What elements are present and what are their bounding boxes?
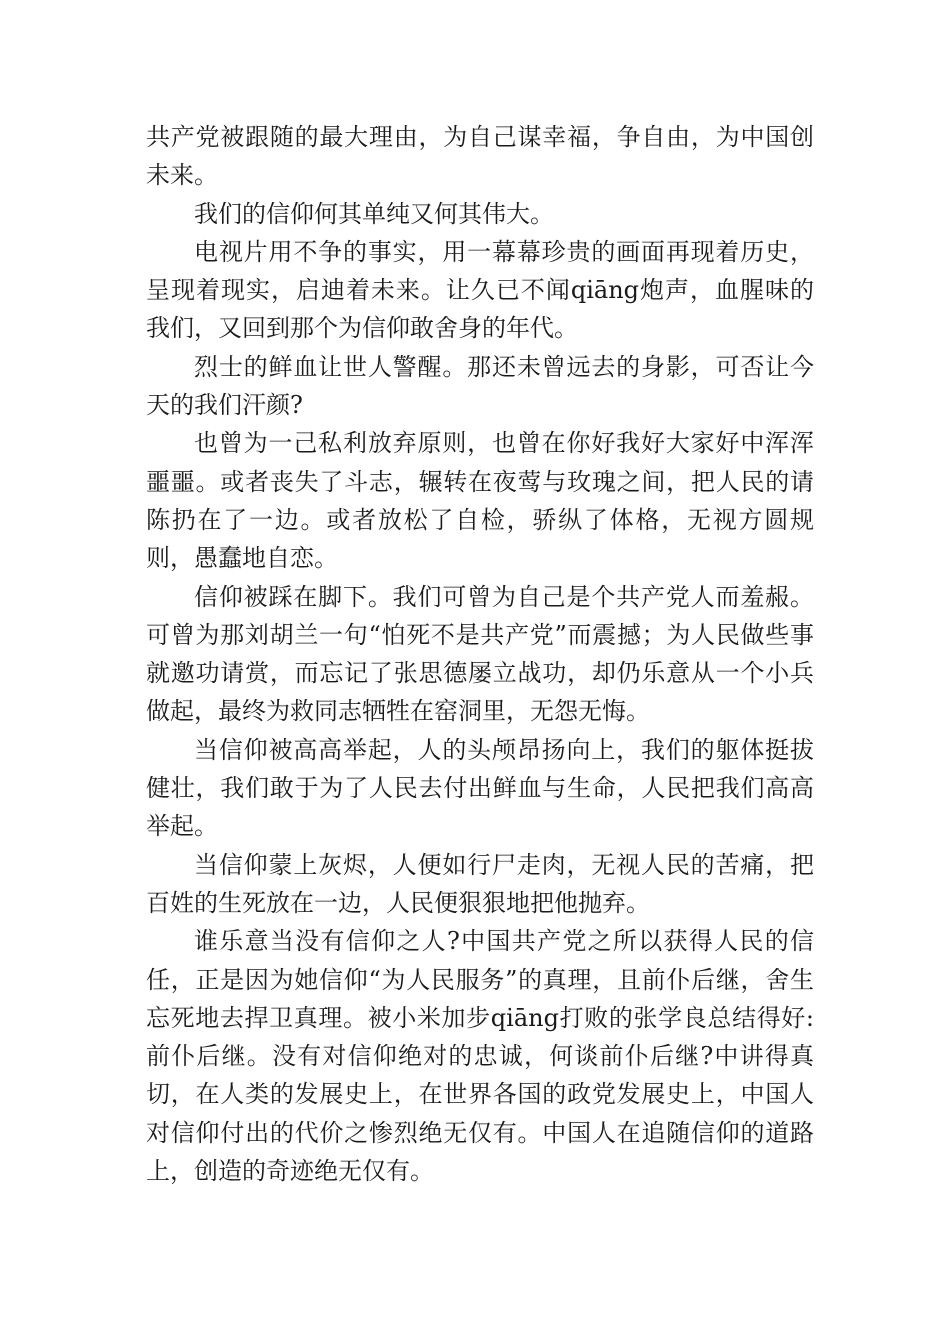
- paragraph: 当信仰蒙上灰烬，人便如行尸走肉，无视人民的苦痛，把百姓的生死放在一边，人民便狠狠地把他抛弃。: [146, 850, 814, 917]
- paragraph: 当信仰被高高举起，人的头颅昂扬向上，我们的躯体挺拔健壮，我们敢于为了人民去付出鲜血与生命，人民把我们高高举起。: [146, 735, 814, 841]
- paragraph: 烈士的鲜血让世人警醒。那还未曾远去的身影，可否让今天的我们汗颜?: [146, 352, 814, 420]
- paragraph: 信仰被踩在脚下。我们可曾为自己是个共产党人而羞赧。可曾为那刘胡兰一句“怕死不是共产党”而震撼；为人民做些事就邀功请赏，而忘记了张思德屡立战功，却仍乐意从一个小兵做起，最终为救同志牺牲在窑洞里，无怨无悔。: [146, 582, 814, 726]
- paragraph: 共产党被跟随的最大理由，为自己谋幸福，争自由，为中国创未来。: [146, 123, 814, 190]
- paragraph: 谁乐意当没有信仰之人?中国共产党之所以获得人民的信任，正是因为她信仰“为人民服务”的真理，且前仆后继，舍生忘死地去捍卫真理。被小米加步qiāng打败的张学良总结得好:前仆后继。没有对信仰绝对的忠诚，何谈前仆后继?中讲得真切，在人类的发展史上，在世界各国的政党发展史上，中国人对信仰付出的代价之惨烈绝无仅有。中国人在追随信仰的道路上，创造的奇迹绝无仅有。: [146, 927, 814, 1186]
- document-body: [146, 118, 814, 1190]
- paragraph: 也曾为一己私利放弃原则，也曾在你好我好大家好中浑浑噩噩。或者丧失了斗志，辗转在夜莺与玫瑰之间，把人民的请陈扔在了一边。或者放松了自检，骄纵了体格，无视方圆规则，愚蠢地自恋。: [146, 429, 814, 573]
- paragraph: 我们的信仰何其单纯又何其伟大。: [194, 199, 554, 228]
- paragraph: 电视片用不争的事实，用一幕幕珍贵的画面再现着历史，呈现着现实，启迪着未来。让久已不闻qiāng炮声，血腥味的我们，又回到那个为信仰敢舍身的年代。: [146, 237, 814, 343]
